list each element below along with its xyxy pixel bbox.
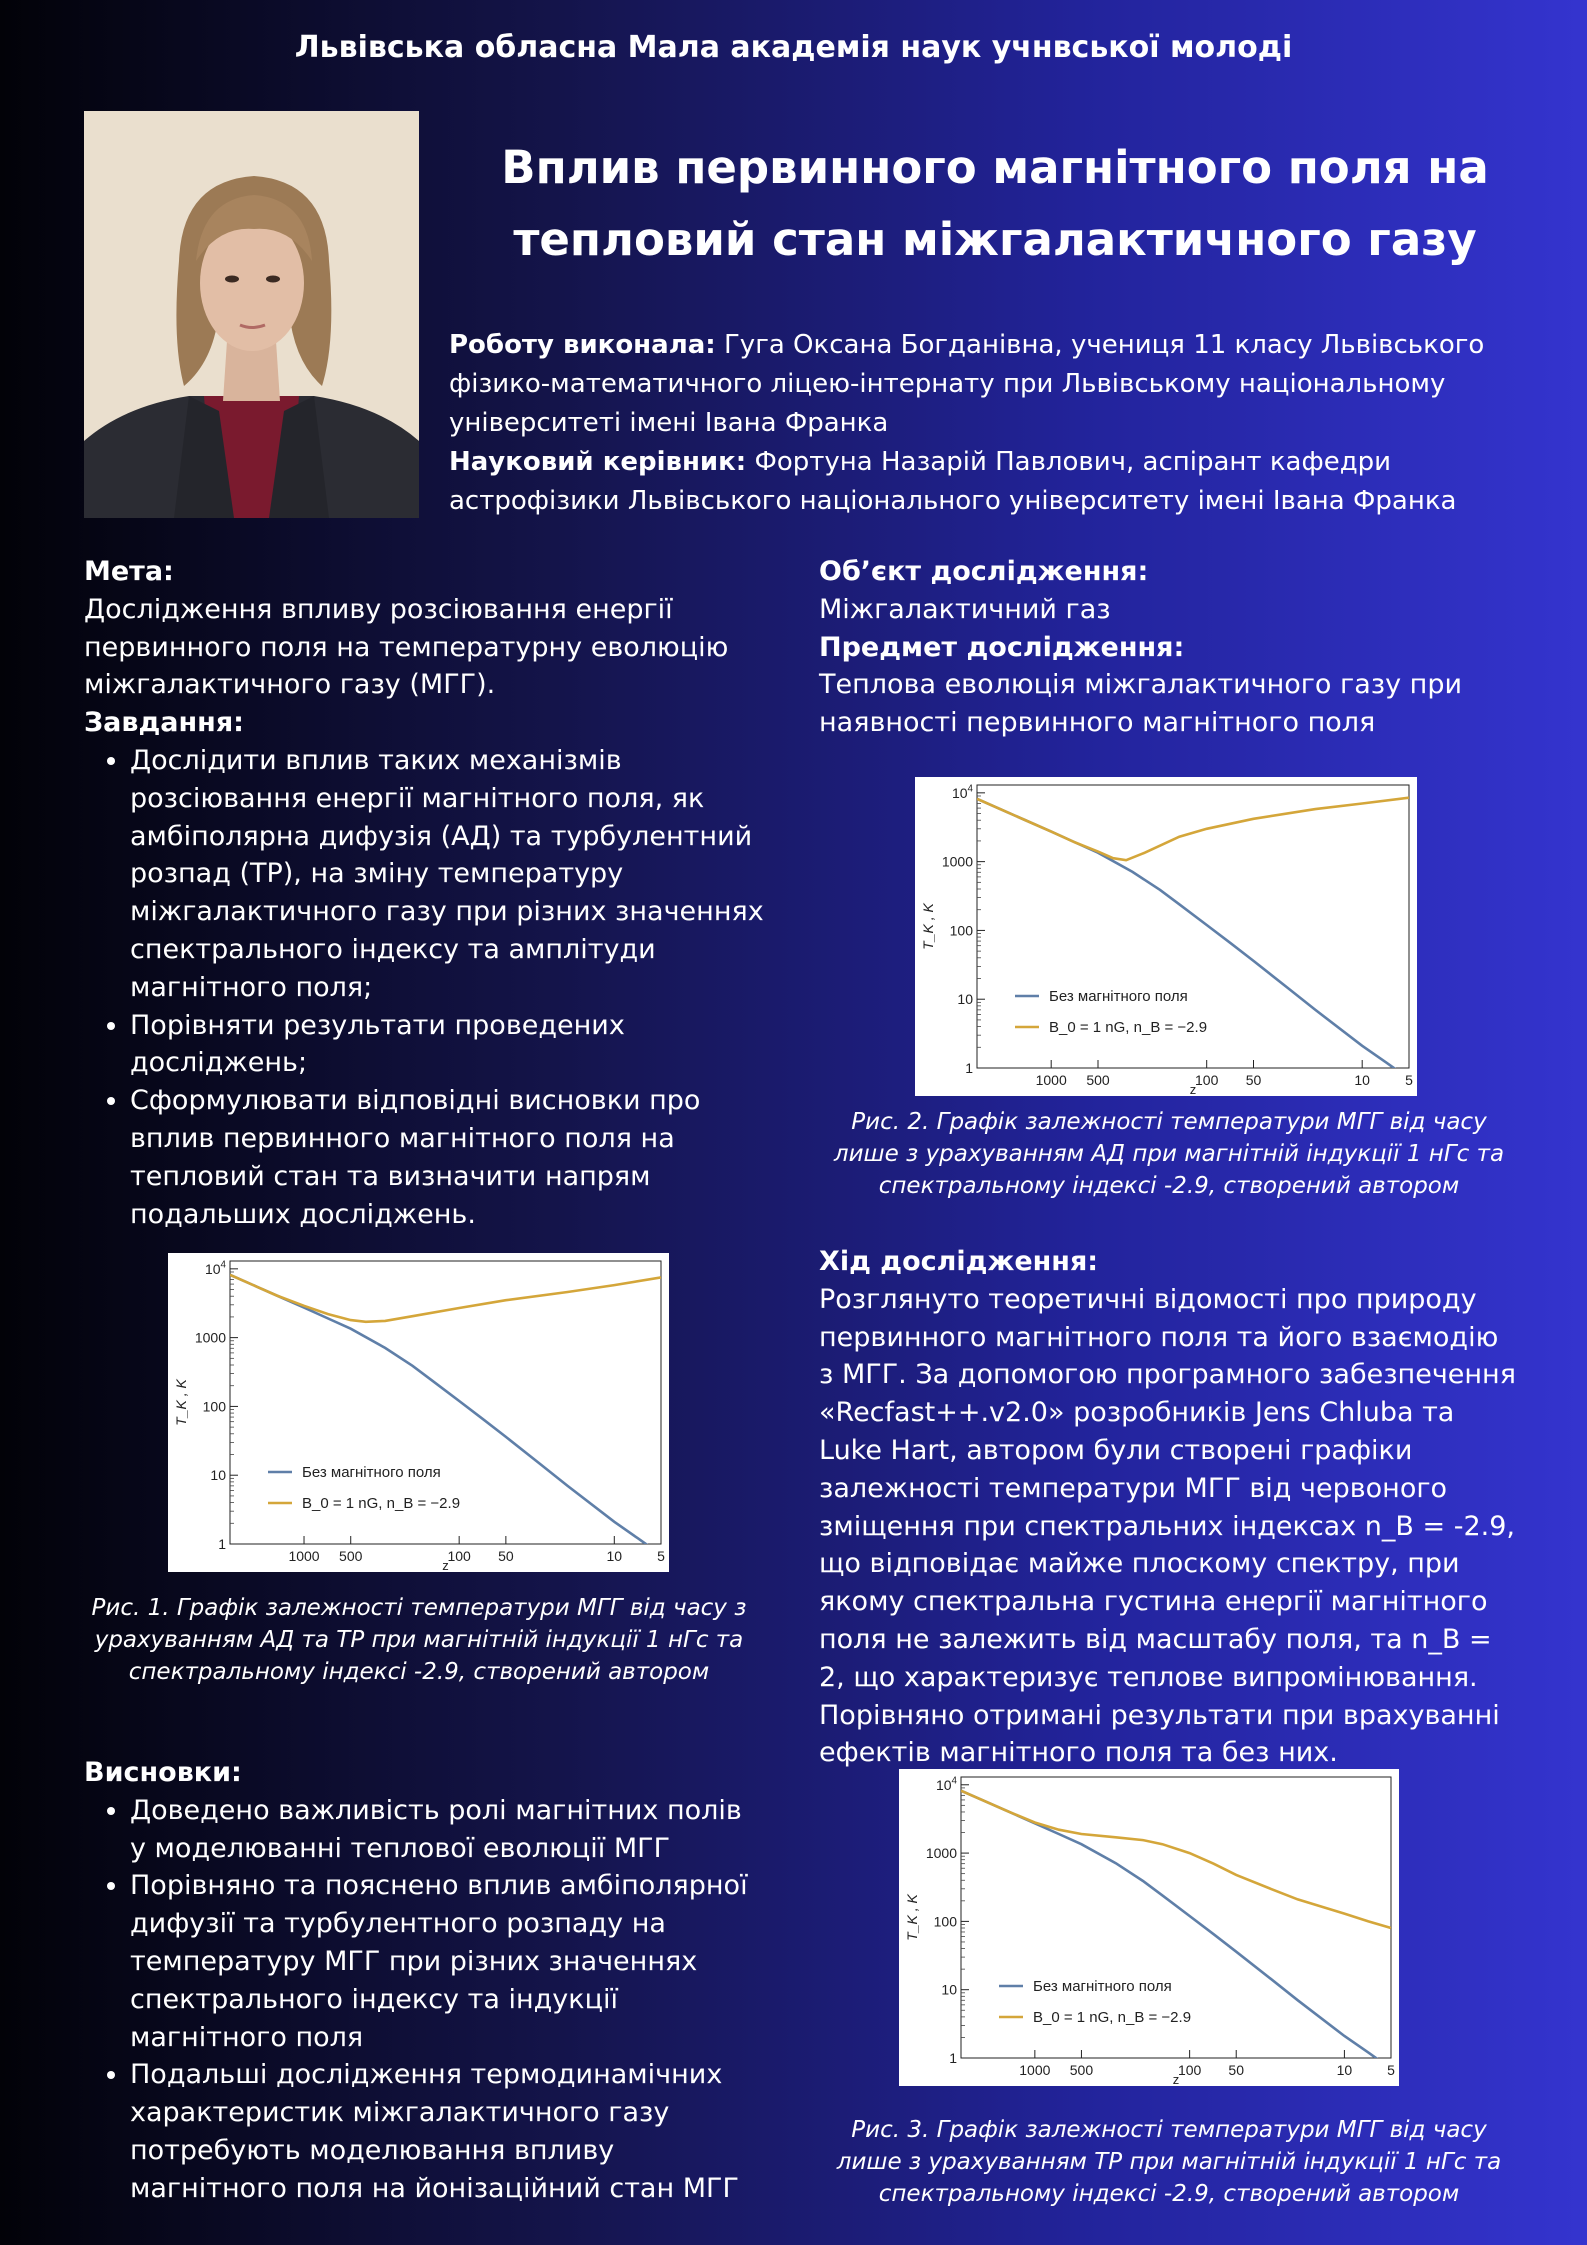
caption-fig2 <box>819 1106 1519 1202</box>
subject-heading: Предмет дослідження: <box>819 631 1185 663</box>
list-item: • Доведено важливість ролі магнітних полів у моделюванні теплової еволюції МГГ <box>130 1792 764 1868</box>
y-tick-label: 100 <box>949 922 973 939</box>
object-subject-section <box>819 553 1519 742</box>
supervisor-text: Фортуна Назарій Павлович, аспірант кафедри астрофізики Львівського національного університету імені Івана Франка <box>449 447 1457 516</box>
y-tick-label: 10 <box>210 1467 226 1484</box>
y-tick-label: 100 <box>933 1913 957 1930</box>
x-tick-label: 100 <box>447 1548 471 1564</box>
chart-fig3 <box>899 1769 1399 2086</box>
y-tick-label: 1000 <box>941 853 973 870</box>
list-item: • Подальші дослідження термодинамічних характеристик міжгалактичного газу потребують моделювання впливу магнітного поля на йонізаційний стан МГГ <box>130 2056 764 2207</box>
caption-line: спектральному індексі -2.9, створений автором <box>878 2181 1460 2207</box>
y-tick-label: $10^4$ <box>951 783 973 801</box>
y-tick-label: 1 <box>949 2050 957 2066</box>
goal-tasks-section <box>84 553 764 1233</box>
series-line-0 <box>230 1275 661 1555</box>
y-axis-label: T_K , K <box>904 1894 920 1941</box>
conclusions-section <box>84 1754 764 2208</box>
x-tick-label: 1000 <box>1019 2062 1051 2078</box>
chart-fig1-svg <box>168 1253 669 1572</box>
caption-line: Рис. 2. Графік залежності температури МГГ від часу <box>851 1109 1487 1135</box>
x-axis-label: z <box>1172 2072 1180 2086</box>
chart-fig3-svg <box>899 1769 1399 2086</box>
x-tick-label: 1000 <box>288 1548 320 1564</box>
caption-line: спектральному індексі -2.9, створений автором <box>878 1173 1460 1199</box>
x-tick-label: 5 <box>1387 2062 1395 2078</box>
series-line-1 <box>961 1791 1391 1928</box>
caption-line: спектральному індексі -2.9, створений автором <box>128 1659 710 1685</box>
method-section <box>819 1243 1519 1772</box>
list-item: • Порівняно та пояснено вплив амбіполярної дифузії та турбулентного розпаду на температуру МГГ при різних значеннях спектрального індексу та індукції магнітного поля <box>130 1867 764 2056</box>
x-tick-label: 50 <box>1228 2062 1245 2078</box>
object-text: Міжгалактичний газ <box>819 593 1111 625</box>
x-tick-label: 50 <box>1245 1072 1262 1088</box>
title-line: тепловий стан міжгалактичного газу <box>513 213 1477 266</box>
series-line-0 <box>977 799 1409 1079</box>
x-tick-label: 500 <box>339 1548 363 1564</box>
y-tick-label: 1000 <box>194 1329 226 1346</box>
y-tick-label: 10 <box>941 1981 957 1998</box>
caption-line: лише з урахуванням АД при магнітній індукції 1 нГс та <box>833 1141 1505 1167</box>
method-heading: Хід дослідження: <box>819 1246 1099 1277</box>
academy-header: Львівська обласна Мала академія наук учнвської молоді <box>294 30 1293 65</box>
legend-label: Без магнітного поля <box>302 1464 441 1481</box>
caption-line: Рис. 3. Графік залежності температури МГГ від часу <box>851 2117 1487 2143</box>
caption-line: Рис. 1. Графік залежності температури МГГ від часу з <box>91 1595 747 1621</box>
y-tick-label: $10^4$ <box>935 1775 957 1793</box>
author-label: Роботу виконала: <box>449 330 716 360</box>
y-axis-label: T_K , K <box>920 903 936 950</box>
x-tick-label: 10 <box>606 1548 623 1564</box>
conclusions-list <box>84 1792 764 2208</box>
legend-label: B_0 = 1 nG, n_B = −2.9 <box>302 1495 461 1512</box>
tasks-heading: Завдання: <box>84 707 244 739</box>
legend-label: Без магнітного поля <box>1049 988 1188 1005</box>
series-line-1 <box>230 1275 661 1322</box>
caption-fig1 <box>84 1592 754 1688</box>
portrait-illustration <box>84 111 419 518</box>
goal-heading: Мета: <box>84 556 174 587</box>
legend-label: B_0 = 1 nG, n_B = −2.9 <box>1049 1019 1208 1036</box>
author-text: Гуга Оксана Богданівна, учениця 11 класу Львівського фізико-математичного ліцею-інтернату при Львівському національному університеті імені Івана Франка <box>449 330 1485 438</box>
y-axis-label: T_K , K <box>173 1379 189 1426</box>
x-axis-label: z <box>442 1558 449 1572</box>
y-tick-label: $10^4$ <box>204 1259 226 1277</box>
chart-fig1 <box>168 1253 669 1572</box>
y-tick-label: 1 <box>218 1536 226 1552</box>
x-tick-label: 5 <box>657 1548 665 1564</box>
x-tick-label: 5 <box>1405 1072 1413 1088</box>
x-tick-label: 500 <box>1069 2062 1094 2078</box>
series-line-0 <box>961 1791 1391 2069</box>
object-heading: Об’єкт дослідження: <box>819 556 1149 587</box>
conclusions-heading: Висновки: <box>84 1757 242 1788</box>
x-tick-label: 100 <box>1195 1072 1219 1088</box>
x-tick-label: 10 <box>1336 2062 1353 2078</box>
tasks-list <box>84 742 764 1233</box>
legend-label: Без магнітного поля <box>1033 1978 1172 1995</box>
supervisor-label: Науковий керівник: <box>449 447 747 477</box>
goal-text: Дослідження впливу розсіювання енергії первинного поля на температурну еволюцію міжгалактичного газу (МГГ). <box>84 593 729 701</box>
list-item: • Сформулювати відповідні висновки про вплив первинного магнітного поля на тепловий стан та визначити напрям подальших досліджень. <box>130 1082 764 1233</box>
y-tick-label: 1000 <box>925 1845 957 1862</box>
caption-line: урахуванням АД та ТР при магнітній індукції 1 нГс та <box>94 1627 744 1653</box>
chart-fig2-svg <box>915 777 1417 1096</box>
x-tick-label: 1000 <box>1035 1072 1067 1088</box>
x-tick-label: 100 <box>1177 2062 1202 2078</box>
x-tick-label: 50 <box>498 1548 514 1564</box>
authors-block <box>449 326 1559 521</box>
subject-text: Теплова еволюція міжгалактичного газу при наявності первинного магнітного поля <box>819 669 1463 739</box>
title-line: Вплив первинного магнітного поля на <box>501 141 1489 194</box>
x-axis-label: z <box>1189 1082 1197 1096</box>
chart-fig2 <box>915 777 1417 1096</box>
method-text: Розглянуто теоретичні відомості про природу первинного магнітного поля та його взаємодію з МГГ. За допомогою програмного забезпечення «Recfast++.v2.0» розробників Jens Chluba та Luke Hart, автором були створені графіки залежності температури МГГ від червоного зміщення при спектральних індексах n_B = -2.9, що відповідає майже плоскому спектру, при якому спектральна густина енергії магнітного поля не залежить від масштабу поля, та n_B = 2, що характеризує теплове випромінювання. Порівняно отримані результати при врахуванні ефектів магнітного поля та без них. <box>819 1283 1516 1769</box>
list-item: • Дослідити вплив таких механізмів розсіювання енергії магнітного поля, як амбіполярна дифузія (АД) та турбулентний розпад (ТР), на зміну температуру міжгалактичного газу при різних значеннях спектрального індексу та амплітуди магнітного поля; <box>130 742 764 1007</box>
x-tick-label: 500 <box>1086 1072 1110 1088</box>
series-line-1 <box>977 798 1409 861</box>
caption-fig3 <box>819 2114 1519 2210</box>
y-tick-label: 100 <box>202 1398 226 1415</box>
author-photo <box>84 111 419 518</box>
y-tick-label: 1 <box>965 1060 973 1076</box>
caption-line: лише з урахуванням ТР при магнітній індукції 1 нГс та <box>836 2149 1502 2175</box>
y-tick-label: 10 <box>957 991 973 1008</box>
list-item: • Порівняти результати проведених досліджень; <box>130 1007 764 1083</box>
x-tick-label: 10 <box>1354 1072 1370 1088</box>
poster-title <box>450 132 1540 276</box>
legend-label: B_0 = 1 nG, n_B = −2.9 <box>1033 2009 1192 2026</box>
